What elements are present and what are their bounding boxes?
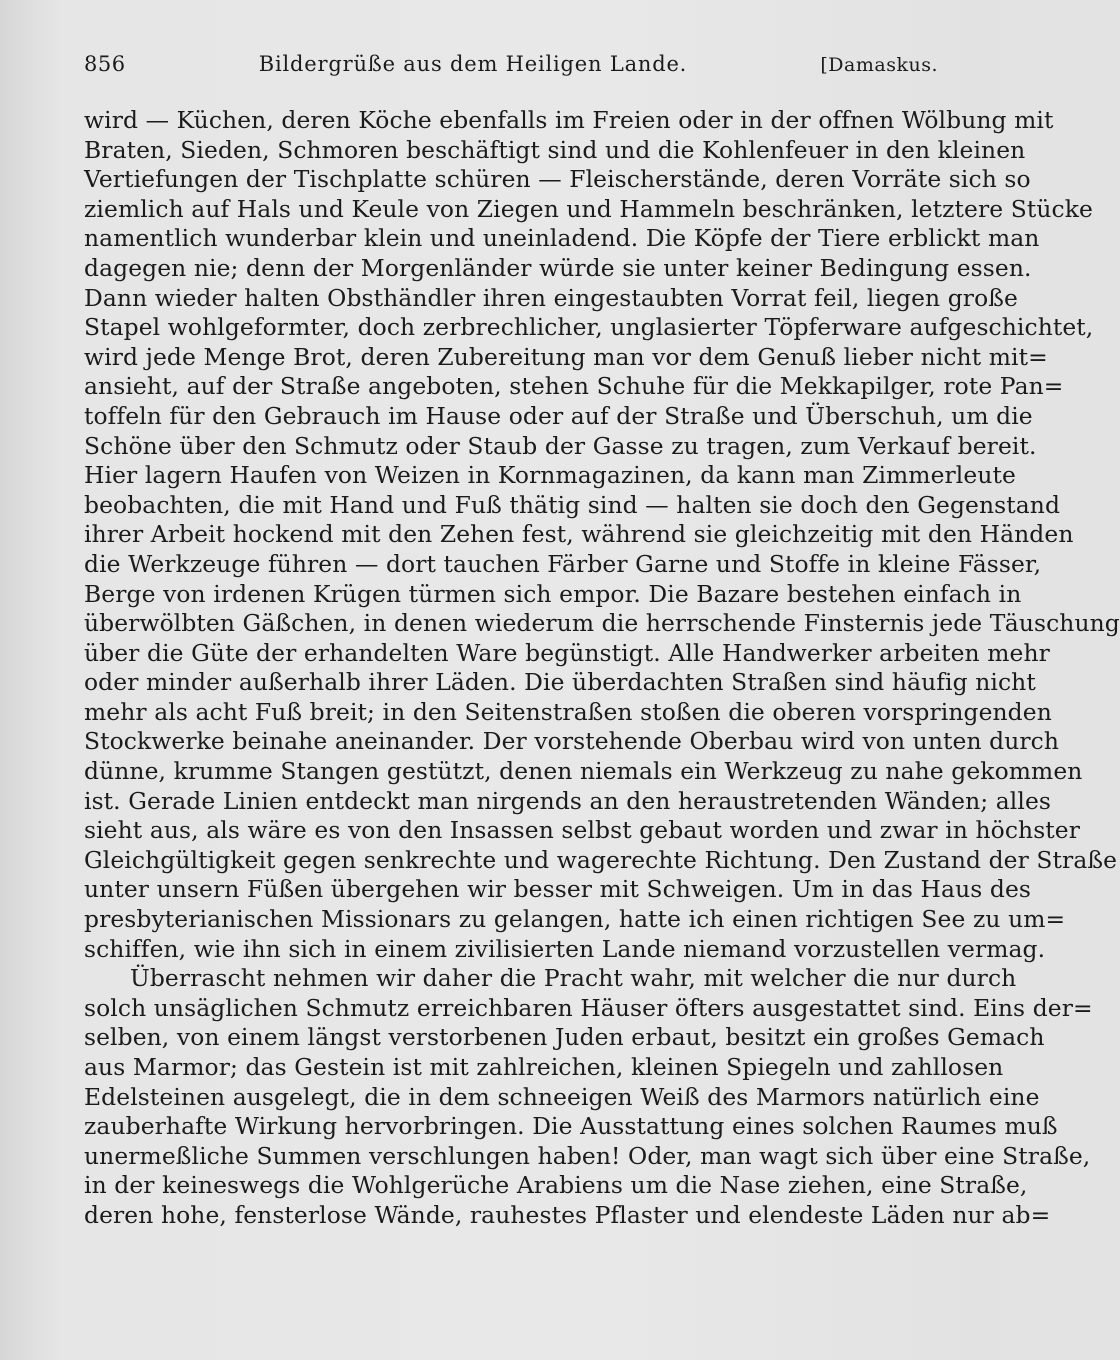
text-line: Schöne über den Schmutz oder Staub der Gasse zu tragen, zum Verkauf bereit. xyxy=(84,431,1037,460)
text-line: Berge von irdenen Krügen türmen sich empor. Die Bazare bestehen einfach in xyxy=(84,579,1022,608)
text-line: beobachten, die mit Hand und Fuß thätig sind — halten sie doch den Gegenstand xyxy=(84,490,1061,519)
text-line: ansieht, auf der Straße angeboten, stehen Schuhe für die Mekkapilger, rote Pan= xyxy=(84,372,1064,401)
text-line: Stockwerke beinahe aneinander. Der vorstehende Oberbau wird von unten durch xyxy=(84,727,1060,756)
text-line: Gleichgültigkeit gegen senkrechte und wagerechte Richtung. Den Zustand der Straße xyxy=(84,845,1118,874)
text-line: Stapel wohlgeformter, doch zerbrechlicher, unglasierter Töpferware aufgeschichtet, xyxy=(84,313,1094,342)
text-line: oder minder außerhalb ihrer Läden. Die überdachten Straßen sind häufig nicht xyxy=(84,668,1036,697)
text-line: Edelsteinen ausgelegt, die in dem schneeigen Weiß des Marmors natürlich eine xyxy=(84,1082,1040,1111)
body-text xyxy=(84,106,1120,1231)
text-line: unermeßliche Summen verschlungen haben! Oder, man wagt sich über eine Straße, xyxy=(84,1141,1091,1170)
paragraph xyxy=(84,964,1093,1230)
text-line: zauberhafte Wirkung hervorbringen. Die Ausstattung eines solchen Raumes muß xyxy=(84,1112,1058,1141)
text-line: namentlich wunderbar klein und uneinladend. Die Köpfe der Tiere erblickt man xyxy=(84,224,1040,253)
text-line: Dann wieder halten Obsthändler ihren eingestaubten Vorrat feil, liegen große xyxy=(84,283,1018,312)
text-line: Vertiefungen der Tischplatte schüren — Fleischerstände, deren Vorräte sich so xyxy=(84,165,1031,194)
page-number: 856 xyxy=(84,52,126,76)
text-line: über die Güte der erhandelten Ware begünstigt. Alle Handwerker arbeiten mehr xyxy=(84,638,1050,667)
text-line: schiffen, wie ihn sich in einem zivilisierten Lande niemand vorzustellen vermag. xyxy=(84,934,1046,963)
text-line: solch unsäglichen Schmutz erreichbaren Häuser öfters ausgestattet sind. Eins der= xyxy=(84,993,1093,1022)
text-line: dünne, krumme Stangen gestützt, denen niemals ein Werkzeug zu nahe gekommen xyxy=(84,757,1083,786)
text-line: Überrascht nehmen wir daher die Pracht wahr, mit welcher die nur durch xyxy=(130,964,1017,993)
section-marker: [Damaskus. xyxy=(820,54,938,76)
text-line: ist. Gerade Linien entdeckt man nirgends an den heraustretenden Wänden; alles xyxy=(84,786,1052,815)
text-line: deren hohe, fensterlose Wände, rauhestes Pflaster und elendeste Läden nur ab= xyxy=(84,1200,1051,1229)
text-line: ziemlich auf Hals und Keule von Ziegen und Hammeln beschränken, letztere Stücke xyxy=(84,194,1093,223)
paragraph xyxy=(84,106,1120,964)
running-header xyxy=(84,52,938,92)
text-line: unter unsern Füßen übergehen wir besser mit Schweigen. Um in das Haus des xyxy=(84,875,1032,904)
text-line: die Werkzeuge führen — dort tauchen Färber Garne und Stoffe in kleine Fässer, xyxy=(84,549,1042,578)
text-line: in der keineswegs die Wohlgerüche Arabiens um die Nase ziehen, eine Straße, xyxy=(84,1171,1028,1200)
text-line: sieht aus, als wäre es von den Insassen selbst gebaut worden und zwar in höchster xyxy=(84,816,1081,845)
text-line: presbyterianischen Missionars zu gelangen, hatte ich einen richtigen See zu um= xyxy=(84,905,1066,934)
text-line: mehr als acht Fuß breit; in den Seitenstraßen stoßen die oberen vorspringenden xyxy=(84,697,1052,726)
text-line: aus Marmor; das Gestein ist mit zahlreichen, kleinen Spiegeln und zahllosen xyxy=(84,1053,1004,1081)
text-line: überwölbten Gäßchen, in denen wiederum die herrschende Finsternis jede Täuschung xyxy=(84,609,1120,638)
text-line: Hier lagern Haufen von Weizen in Kornmagazinen, da kann man Zimmerleute xyxy=(84,461,1016,490)
text-line: wird — Küchen, deren Köche ebenfalls im Freien oder in der offnen Wölbung mit xyxy=(84,106,1054,134)
text-line: ihrer Arbeit hockend mit den Zehen fest, während sie gleichzeitig mit den Händen xyxy=(84,520,1074,549)
text-line: dagegen nie; denn der Morgenländer würde sie unter keiner Bedingung essen. xyxy=(84,253,1032,282)
text-line: toffeln für den Gebrauch im Hause oder auf der Straße und Überschuh, um die xyxy=(84,401,1033,430)
running-title: Bildergrüße aus dem Heiligen Lande. xyxy=(258,52,688,76)
text-line: Braten, Sieden, Schmoren beschäftigt sind und die Kohlenfeuer in den kleinen xyxy=(84,135,1026,164)
text-line: wird jede Menge Brot, deren Zubereitung man vor dem Genuß lieber nicht mit= xyxy=(84,342,1048,371)
text-line: selben, von einem längst verstorbenen Juden erbaut, besitzt ein großes Gemach xyxy=(84,1023,1045,1052)
